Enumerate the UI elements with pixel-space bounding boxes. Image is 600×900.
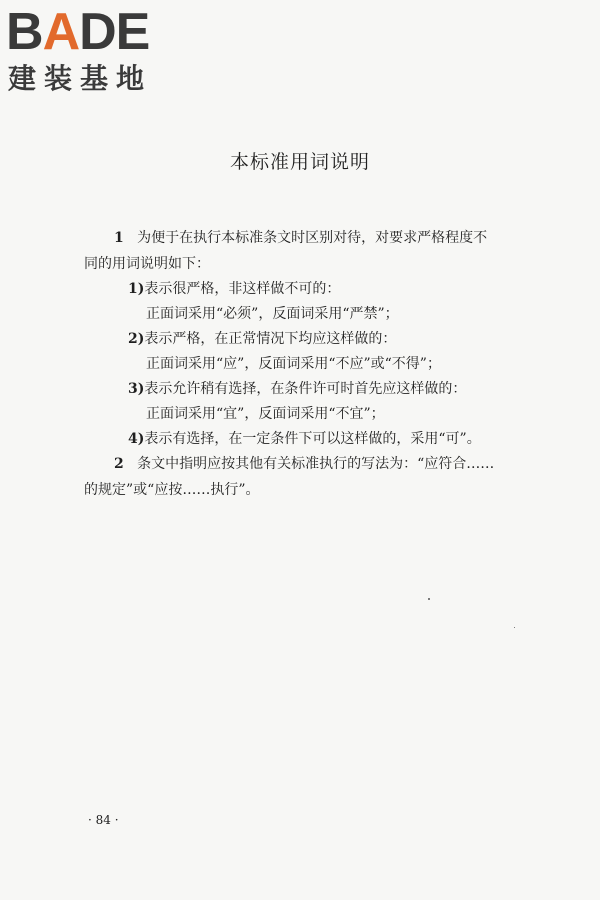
sub-item-2-detail: 正面词采用“应”，反面词采用“不应”或“不得”； [146, 356, 441, 372]
scan-speck [428, 598, 430, 600]
logo-chinese-text: 建装基地 [8, 62, 153, 95]
item-1-line-1 [114, 228, 487, 248]
page-title: 本标准用词说明 [229, 151, 370, 173]
sub-item-1: 1)表示很严格，非这样做不可的： [128, 281, 341, 297]
sub-item-3-detail: 正面词采用“宜”，反面词采用“不宜”； [146, 406, 385, 422]
item-1-number: 1 [114, 230, 124, 246]
item-2-line-2: 的规定”或“应按……执行”。 [84, 482, 260, 498]
sub-item-2: 2)表示严格，在正常情况下均应这样做的： [128, 331, 397, 347]
bade-logo [6, 3, 176, 96]
sub-item-3: 3)表示允许稍有选择，在条件许可时首先应这样做的： [128, 381, 467, 397]
item-2-number: 2 [114, 456, 124, 472]
sub-item-1-detail: 正面词采用“必须”，反面词采用“严禁”； [146, 306, 399, 322]
item-1-text-1: 为便于在执行本标准条文时区别对待，对要求严格程度不 [137, 230, 488, 246]
page-number: · 84 · [88, 813, 119, 827]
item-2-line-1 [114, 454, 494, 474]
scan-speck [514, 627, 515, 628]
item-2-text-1: 条文中指明应按其他有关标准执行的写法为：“应符合…… [137, 456, 495, 472]
logo-wordmark: BADE [6, 3, 150, 61]
sub-item-4: 4)表示有选择，在一定条件下可以这样做的，采用“可”。 [128, 431, 481, 447]
item-1-line-2: 同的用词说明如下： [84, 256, 210, 272]
